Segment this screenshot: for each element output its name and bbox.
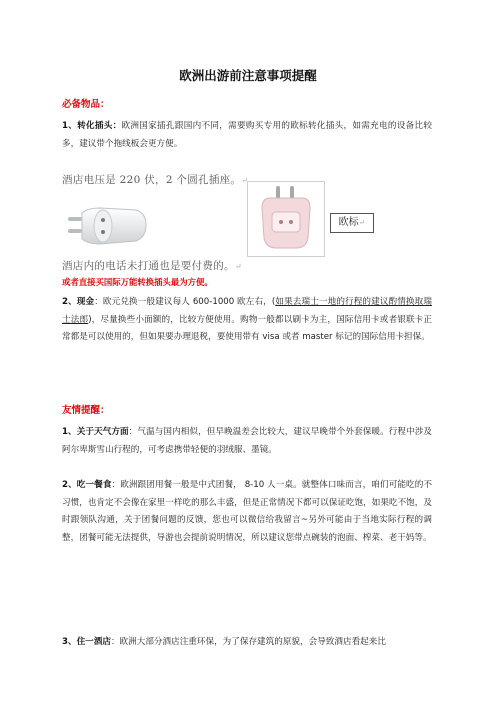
- paragraph-text: 欧洲国家插孔跟国内不同，需要购买专用的欧标转化插头，如需充电的设备比较多，建议带个拖线板会更方便。: [62, 121, 432, 149]
- paragraph-text: ：欧元兑换一般建议每人 600-1000 欧左右，(: [94, 297, 276, 307]
- section-heading-essentials: 必备物品：: [62, 99, 110, 110]
- page-title: 欧洲出游前注意事项提醒: [179, 68, 317, 83]
- return-mark-icon: ↵: [241, 176, 249, 185]
- paragraph-lead: 2、吃一餐食: [62, 480, 112, 490]
- paragraph-weather: [62, 424, 432, 459]
- red-note: 或者直接买国际万能转换插头最为方便。: [62, 277, 213, 287]
- travel-adapter-image: [66, 205, 148, 247]
- section-heading-tips: 友情提醒：: [62, 405, 110, 416]
- paragraph-text: ：气温与国内相似，但早晚温差会比较大，建议早晚带个外套保暖。行程中涉及阿尔卑斯雪山行程的，可考虑携带轻便的羽绒服、墨镜。: [62, 427, 432, 455]
- eu-standard-label: [330, 213, 374, 233]
- return-mark-icon: ↵: [234, 262, 242, 271]
- scanned-text: 酒店电压是 220 伏，2 个圆孔插座。: [62, 174, 242, 186]
- paragraph-meals: [62, 477, 432, 547]
- paragraph-lead: 2、现金: [62, 297, 95, 307]
- eu-plug-image: [247, 181, 325, 257]
- paragraph-text: ：欧洲跟团用餐一般是中式团餐， 8-10 人一桌。就整体口味而言，咱们可能吃的不习惯，也肯定不会像在家里一样吃的那么丰盛，但是正常情况下都可以保证吃饱，如果吃不饱，及时跟领队沟通，关于团餐问题的反馈，您也可以微信给我留言~另外可能由于当地实际行程的调整，团餐可能无法提供，导游也会提前说明情况，所以建议您带点碗装的泡面、榨菜、老干妈等。: [62, 480, 433, 543]
- paragraph-text: ：欧洲大部分酒店注重环保，为了保存建筑的原貌，会导致酒店看起来比: [110, 637, 386, 647]
- paragraph-lead: 1、转化插头：: [62, 121, 122, 131]
- paragraph-hotel: [62, 634, 432, 652]
- paragraph-text: )，尽量换些小面额的，比较方便使用。购物一般都以刷卡为主，国际信用卡或者银联卡正常都是可以使用的，但如果要办理退税，要使用带有 visa 或者 master 标记的国际信用卡担保。: [62, 314, 432, 343]
- return-mark-icon: ↵: [358, 218, 366, 227]
- underlined-text: 如果去瑞士一地的行程的建议酌情换取瑞士法郎: [62, 297, 432, 325]
- paragraph-plug-adapter: [62, 118, 432, 153]
- paragraph-cash: [62, 294, 432, 347]
- paragraph-lead: 3、住一酒店: [62, 637, 111, 647]
- scanned-text-voltage: [62, 172, 248, 187]
- scanned-text-phone: [62, 258, 242, 273]
- tag-text: 欧标: [338, 217, 359, 228]
- paragraph-lead: 1、关于天气方面: [62, 427, 129, 437]
- scanned-text: 酒店内的电话未打通也是要付费的。: [62, 260, 235, 272]
